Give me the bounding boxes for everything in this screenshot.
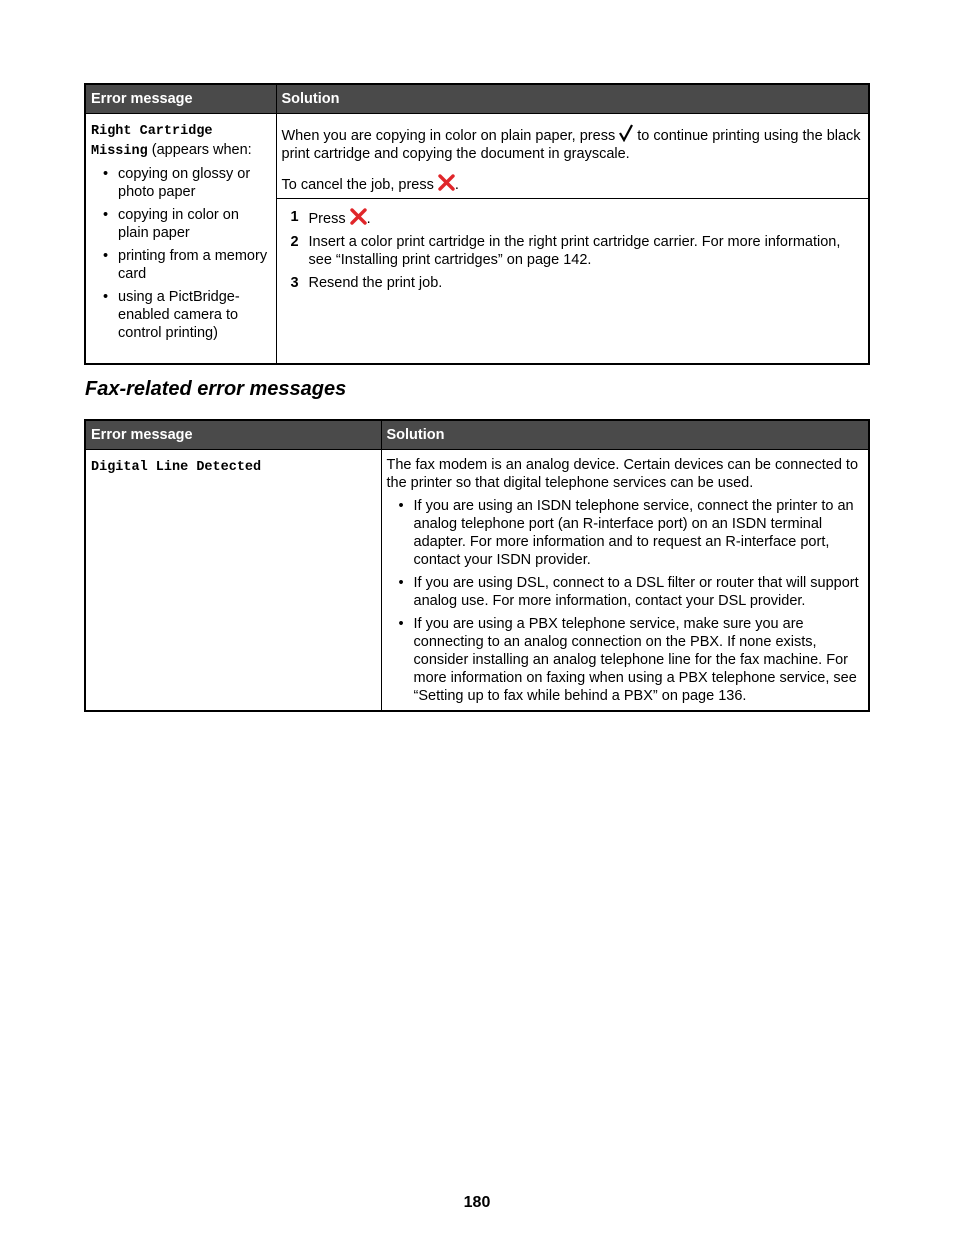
checkmark-icon: [619, 124, 633, 142]
fax-error-table: [84, 419, 870, 712]
list-item: • If you are using DSL, connect to a DSL filter or router that will support analog use. For more information, contact your DSL provider.: [387, 574, 864, 610]
solution-cell-1: [276, 114, 869, 199]
error-code: Right Cartridge Missing: [91, 124, 213, 159]
list-item: [282, 208, 864, 228]
table-row: [85, 114, 869, 199]
cancel-paragraph: [282, 174, 864, 194]
table-header-row: [85, 420, 869, 450]
step-number: 2: [290, 234, 299, 250]
table-header-row: [85, 84, 869, 114]
step-text: Insert a color print cartridge in the right print cartridge carrier. For more information, see “Installing print cartridges” on page 142.: [308, 234, 841, 268]
section-title: Fax-related error messages: [85, 378, 347, 400]
list-item: • printing from a memory card: [91, 247, 271, 283]
step-number: 3: [290, 275, 299, 291]
x-cancel-icon: [438, 174, 455, 191]
list-item: • copying in color on plain paper: [91, 206, 271, 242]
printer-error-table: [84, 83, 870, 365]
page-number: 180: [463, 1194, 491, 1211]
x-cancel-icon: [350, 208, 367, 225]
solution-intro: The fax modem is an analog device. Certain devices can be connected to the printer so that digital telephone services can be used.: [386, 457, 859, 491]
list-item: • If you are using an ISDN telephone service, connect the printer to an analog telephone port (an R-interface port) on an ISDN terminal adapter. For more information and to request an R-interface port, contact your ISDN provider.: [387, 497, 864, 569]
header-error-message: Error message: [85, 84, 276, 114]
solution-cell-2: [276, 199, 869, 365]
solution-bullets: [387, 497, 864, 705]
header-solution: Solution: [381, 420, 869, 450]
error-cell: [85, 450, 381, 712]
solution-text: To cancel the job, press: [281, 177, 434, 193]
table-row: [85, 450, 869, 712]
header-error-message: Error message: [85, 420, 381, 450]
list-item: [282, 274, 864, 292]
list-item: • copying on glossy or photo paper: [91, 165, 271, 201]
step-text: Press: [308, 211, 346, 227]
solution-text: to continue printing using the black print cartridge and copying the document in grayscale.: [281, 128, 861, 162]
list-item: • using a PictBridge-enabled camera to control printing): [91, 288, 271, 342]
step-number: 1: [290, 209, 299, 225]
list-item: [282, 233, 864, 269]
step-text: .: [366, 211, 371, 227]
solution-cell: [381, 450, 869, 712]
step-text: Resend the print job.: [308, 275, 443, 291]
solution-text: When you are copying in color on plain paper, press: [281, 128, 616, 144]
error-intro: (appears when:: [151, 142, 252, 158]
list-item: • If you are using a PBX telephone service, make sure you are connecting to an analog connection on the PBX. If none exists, consider installing an analog telephone line for the fax machine. For more information on faxing when using a PBX telephone service, see “Setting up to fax while behind a PBX” on page 136.: [387, 615, 864, 705]
header-solution: Solution: [276, 84, 869, 114]
error-code: Digital Line Detected: [91, 460, 262, 475]
solution-text: .: [454, 177, 459, 193]
solution-paragraph: [282, 124, 864, 163]
condition-list: [91, 165, 271, 342]
steps-list: [282, 208, 864, 292]
error-cell: [85, 114, 276, 365]
